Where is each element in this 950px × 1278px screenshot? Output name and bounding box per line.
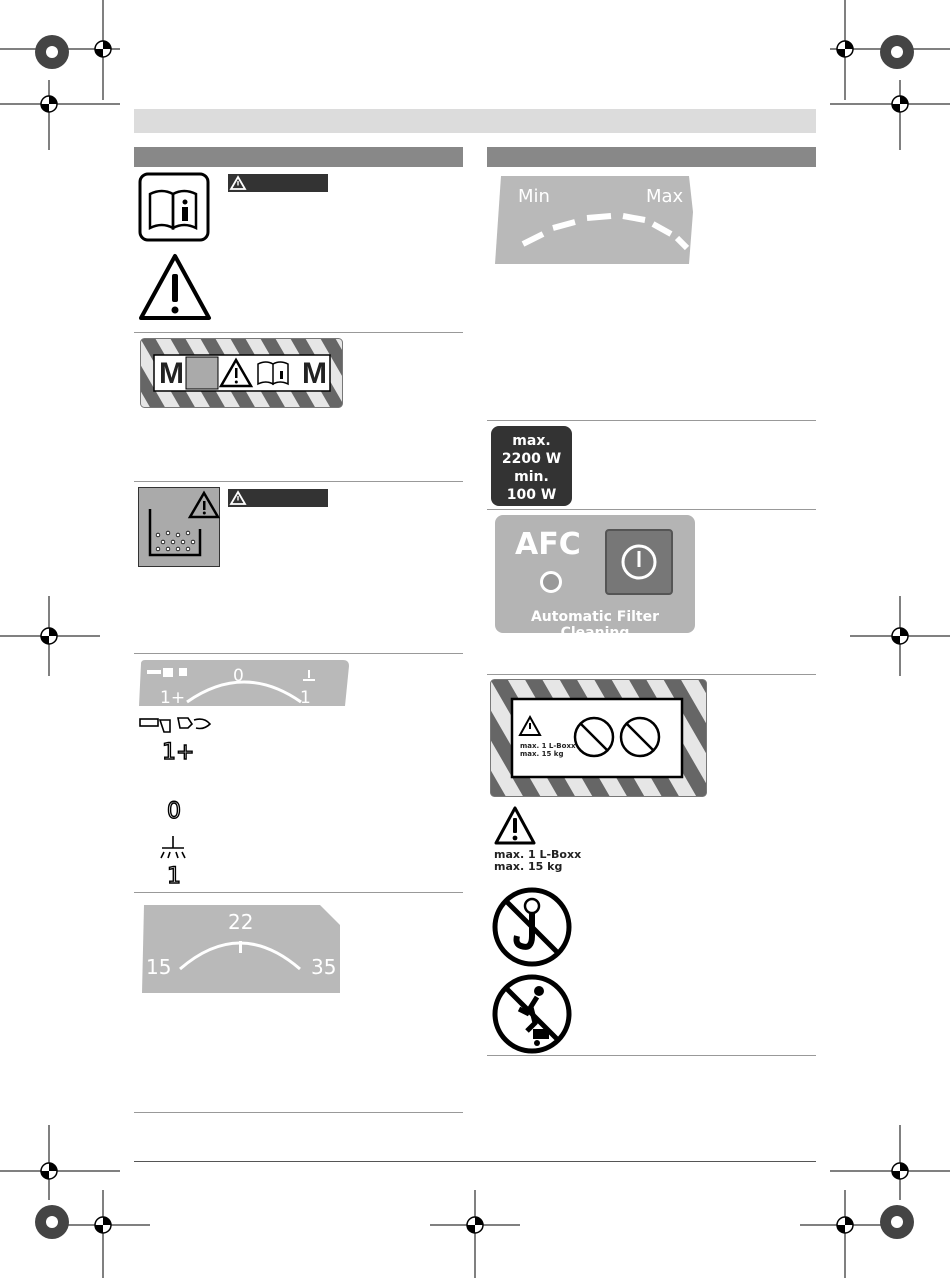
lboxx-line-2: max. 15 kg xyxy=(494,860,563,873)
legend-zero: 0 xyxy=(167,799,181,824)
afc-power-button[interactable] xyxy=(605,529,673,595)
power-line-1: max. xyxy=(512,433,551,449)
class-m-right-letter: M xyxy=(302,357,327,390)
separator xyxy=(487,509,816,510)
separator xyxy=(134,892,463,893)
min-label: Min xyxy=(518,186,550,207)
read-manual-icon xyxy=(138,172,210,242)
separator xyxy=(487,674,816,675)
power-tool-icons xyxy=(138,714,213,736)
right-column-header xyxy=(487,147,816,167)
diameter-left-label: 15 xyxy=(146,955,172,979)
diameter-right-label: 35 xyxy=(311,955,337,979)
general-warning-icon xyxy=(493,805,537,847)
separator xyxy=(134,653,463,654)
separator xyxy=(134,481,463,482)
footer-rule xyxy=(134,1161,816,1162)
max-label: Max xyxy=(646,186,684,207)
left-column-header xyxy=(134,147,463,167)
no-standing-on-device-icon xyxy=(491,973,573,1055)
separator xyxy=(134,1112,463,1113)
mode-dial-right-label: 1 xyxy=(300,688,311,708)
afc-title: AFC xyxy=(515,527,581,562)
separator xyxy=(487,420,816,421)
power-line-2: 2200 W xyxy=(501,451,562,467)
page-header-band xyxy=(134,109,816,133)
lboxx-line-1: max. 1 L-Boxx xyxy=(494,848,582,861)
lboxx-load-text xyxy=(494,849,581,873)
legend-one: 1 xyxy=(167,864,181,889)
lboxx-warning-sticker xyxy=(490,679,707,797)
lboxx-sticker-text xyxy=(520,742,575,758)
class-m-left-letter: M xyxy=(159,357,184,390)
hazardous-dust-icon xyxy=(138,487,220,567)
diameter-center-label: 22 xyxy=(228,910,254,934)
general-warning-icon xyxy=(137,252,213,324)
mode-dial-left-label: 1+ xyxy=(160,688,186,708)
no-crane-lifting-icon xyxy=(491,886,573,968)
legend-one-plus: 1+ xyxy=(162,740,195,765)
lboxx-sticker-line-2: max. 15 kg xyxy=(520,750,564,758)
power-line-4: 100 W xyxy=(506,487,557,503)
afc-panel xyxy=(495,515,695,641)
warning-label-bar xyxy=(228,174,328,192)
afc-caption: Automatic Filter Cleaning xyxy=(530,609,660,641)
warning-label-bar xyxy=(228,489,328,507)
power-icon xyxy=(607,531,671,593)
separator xyxy=(487,1055,816,1056)
mode-dial-center-label: 0 xyxy=(233,666,244,686)
power-line-3: min. xyxy=(514,469,549,485)
lboxx-sticker-line-1: max. 1 L-Boxx xyxy=(520,742,576,750)
power-rating-badge xyxy=(491,426,572,506)
dust-extraction-icon xyxy=(158,834,188,862)
afc-indicator-light xyxy=(540,571,562,593)
separator xyxy=(134,332,463,333)
